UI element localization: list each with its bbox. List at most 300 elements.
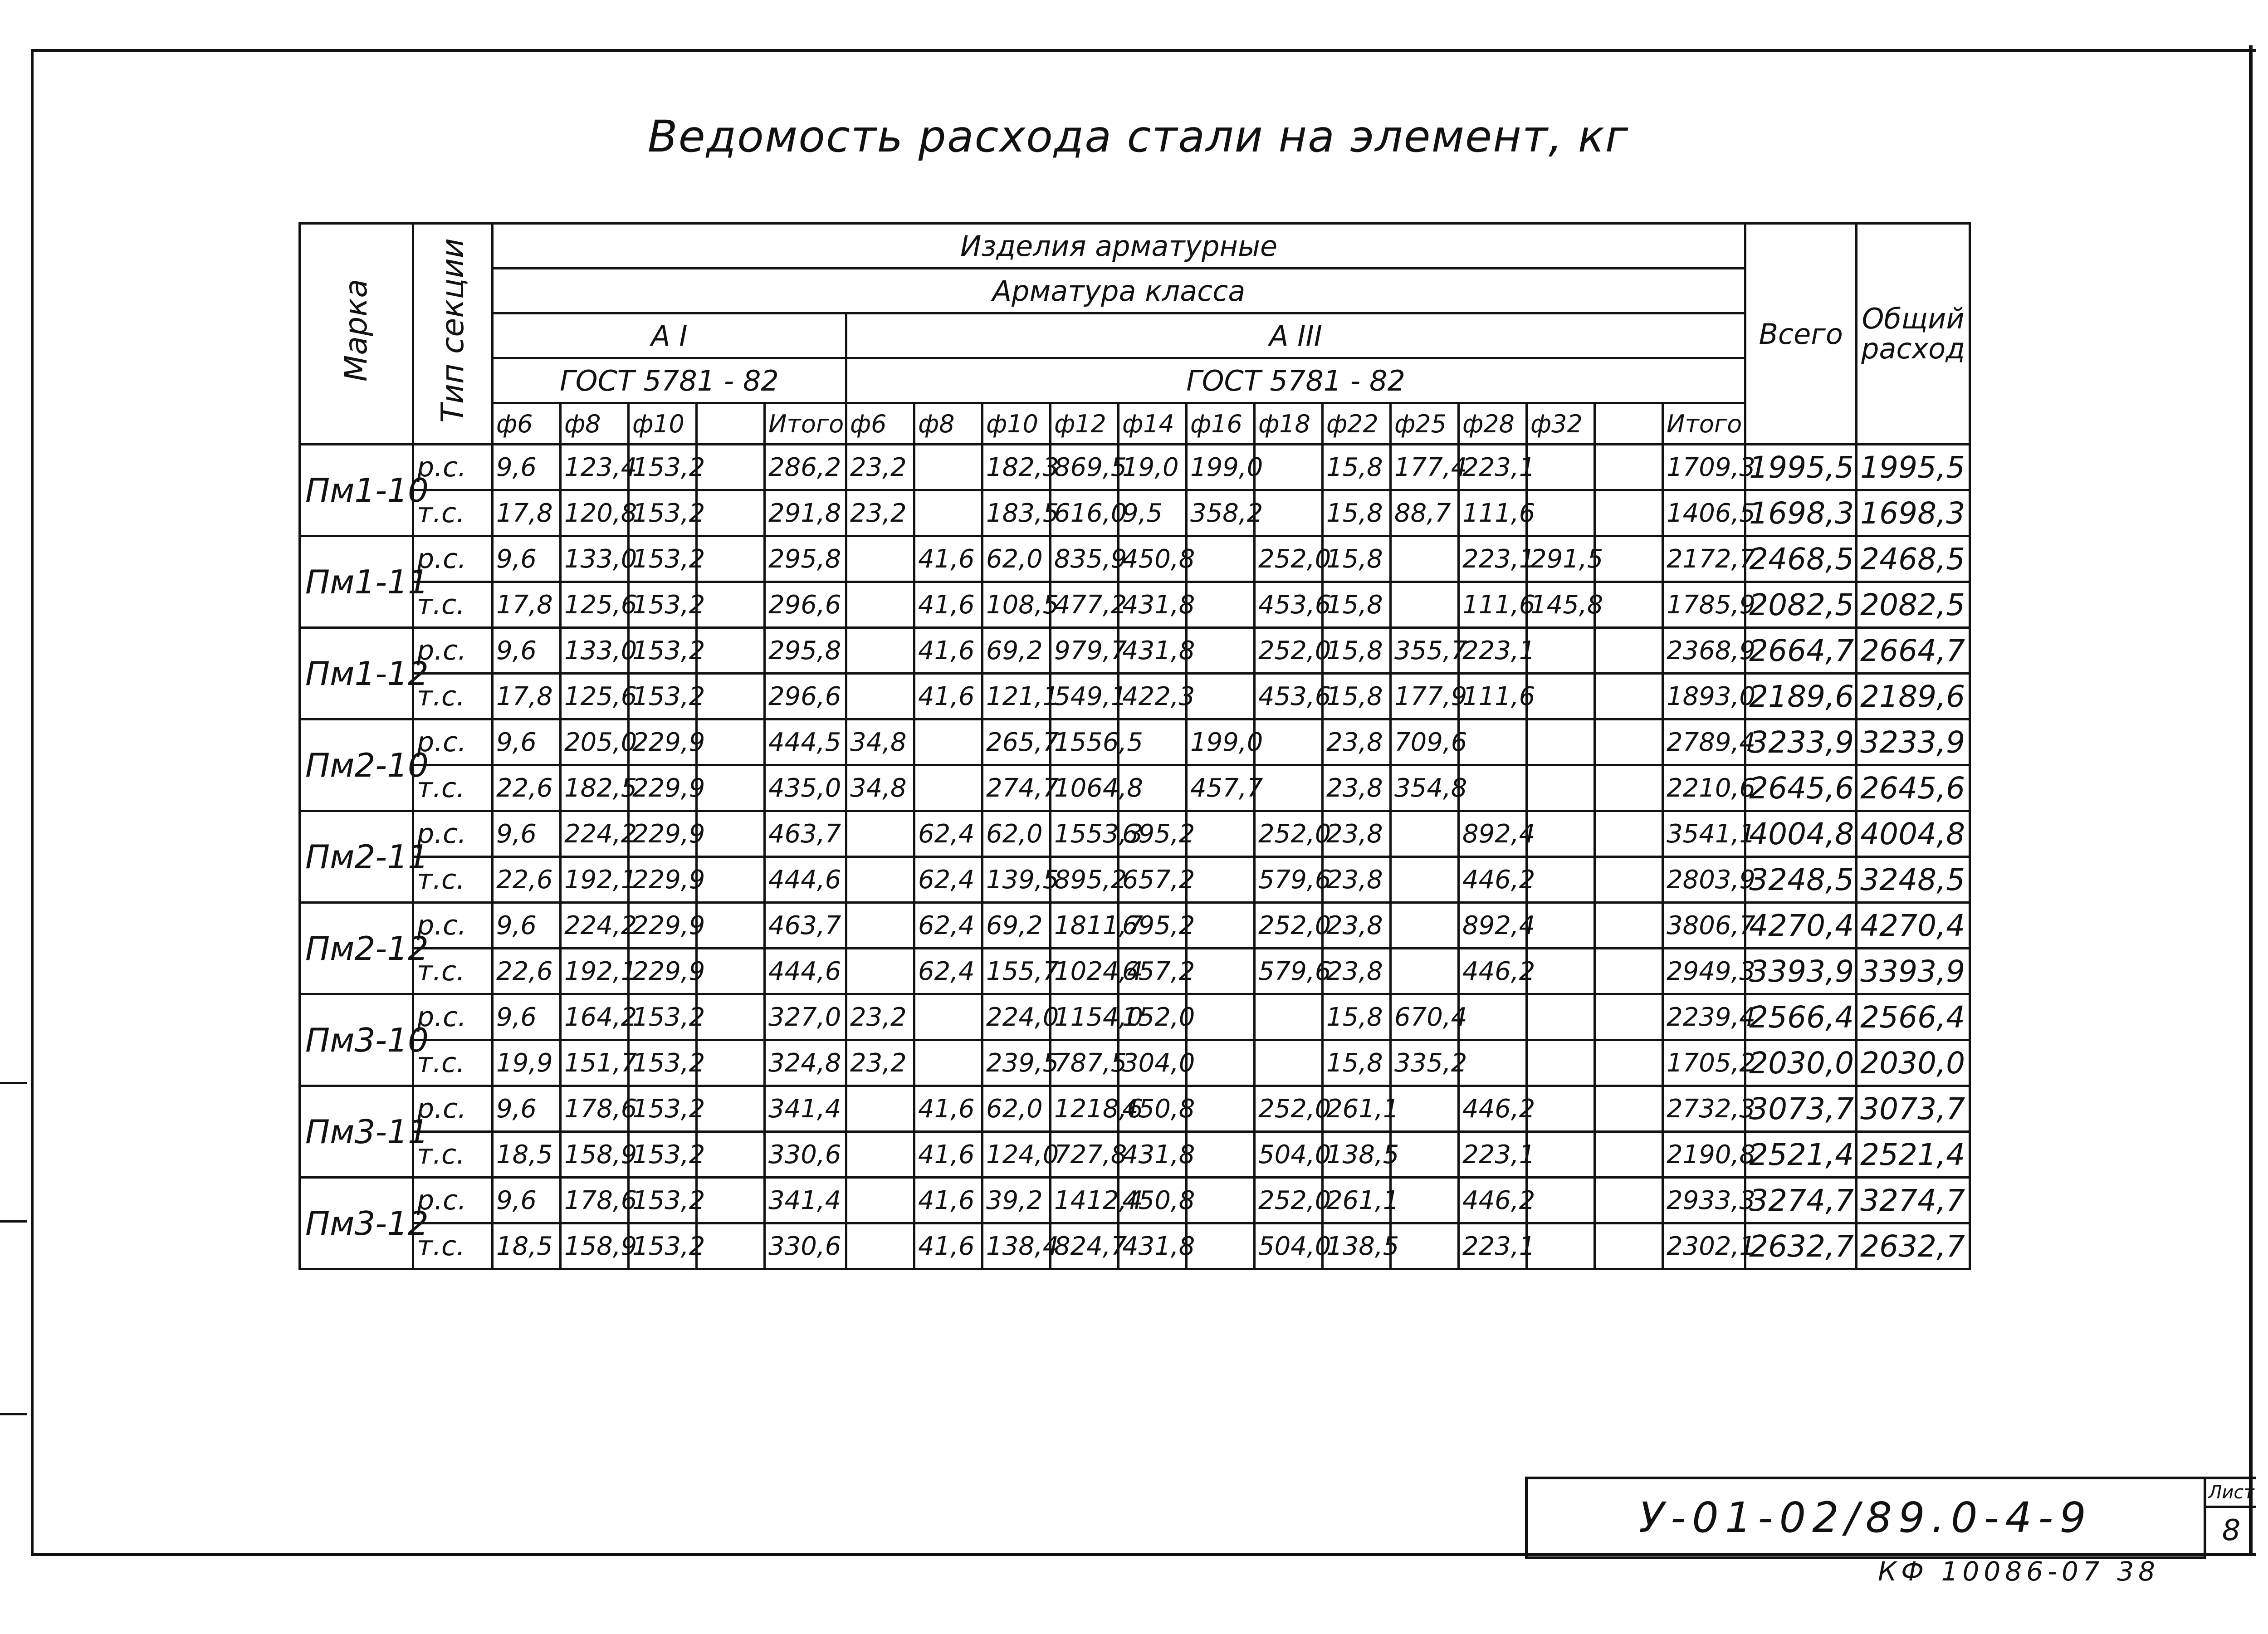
a3-value-cell: 422,3 (1119, 674, 1187, 719)
a3-value-cell: 15,8 (1323, 674, 1391, 719)
total-cell: 4270,4 (1745, 903, 1857, 949)
header-subtotal: Итого (1663, 403, 1745, 445)
a1-value-cell: 22,6 (493, 765, 561, 811)
total-cell: 3073,7 (1745, 1086, 1857, 1132)
a1-value-cell: 435,0 (765, 765, 846, 811)
a3-value-cell (1527, 628, 1595, 674)
a3-value-cell (1187, 1223, 1255, 1269)
header-class-a1: A I (493, 313, 846, 358)
a3-value-cell: 15,8 (1323, 445, 1391, 490)
a3-value-cell: 304,0 (1119, 1040, 1187, 1086)
total-cell: 3274,7 (1745, 1178, 1857, 1223)
a3-value-cell (1391, 1178, 1459, 1223)
a1-value-cell: 295,8 (765, 628, 846, 674)
a3-value-cell: 2190,8 (1663, 1132, 1745, 1178)
a3-value-cell: 1893,0 (1663, 674, 1745, 719)
a1-value-cell: 327,0 (765, 994, 846, 1040)
table-row (300, 719, 1970, 765)
a3-value-cell: 446,2 (1459, 1086, 1527, 1132)
a1-value-cell: 153,2 (629, 445, 697, 490)
section-type-cell: т.с. (413, 857, 493, 903)
a1-value-cell: 192,1 (561, 857, 629, 903)
a3-value-cell: 252,0 (1255, 536, 1323, 582)
a1-value-cell: 19,9 (493, 1040, 561, 1086)
a1-value-cell (697, 582, 765, 628)
a3-value-cell (1527, 949, 1595, 994)
a3-value-cell: 124,0 (982, 1132, 1051, 1178)
a3-value-cell (846, 857, 914, 903)
a3-value-cell: 2789,4 (1663, 719, 1745, 765)
a3-value-cell: 457,7 (1187, 765, 1255, 811)
a3-value-cell (1595, 765, 1663, 811)
a3-value-cell: 152,0 (1119, 994, 1187, 1040)
a1-value-cell (697, 536, 765, 582)
a3-value-cell: 431,8 (1119, 1132, 1187, 1178)
section-type-cell: р.с. (413, 536, 493, 582)
a3-value-cell: 62,0 (982, 811, 1051, 857)
overall-cell: 3274,7 (1857, 1178, 1970, 1223)
a3-value-cell: 431,8 (1119, 628, 1187, 674)
overall-cell: 4004,8 (1857, 811, 1970, 857)
total-cell: 2664,7 (1745, 628, 1857, 674)
section-type-cell: р.с. (413, 994, 493, 1040)
overall-cell: 2664,7 (1857, 628, 1970, 674)
a1-value-cell: 192,1 (561, 949, 629, 994)
a3-value-cell: 15,8 (1323, 536, 1391, 582)
a3-value-cell (1391, 582, 1459, 628)
a3-value-cell (1187, 582, 1255, 628)
a3-value-cell: 695,2 (1119, 811, 1187, 857)
table-row (300, 674, 1970, 719)
a3-value-cell (1255, 1040, 1323, 1086)
a3-value-cell (846, 674, 914, 719)
brand-cell: Пм3-11 (300, 1086, 413, 1178)
a3-value-cell: 1553,3 (1051, 811, 1119, 857)
a1-value-cell: 324,8 (765, 1040, 846, 1086)
a3-value-cell: 177,4 (1391, 445, 1459, 490)
a3-value-cell: 252,0 (1255, 628, 1323, 674)
a3-value-cell (1527, 1132, 1595, 1178)
a3-value-cell: 709,6 (1391, 719, 1459, 765)
a3-value-cell: 108,5 (982, 582, 1051, 628)
a3-value-cell (1255, 445, 1323, 490)
table-row (300, 994, 1970, 1040)
a1-value-cell (697, 1178, 765, 1223)
a3-value-cell (1595, 490, 1663, 536)
table-row (300, 903, 1970, 949)
total-cell: 2030,0 (1745, 1040, 1857, 1086)
a1-value-cell (697, 811, 765, 857)
a1-value-cell: 330,6 (765, 1223, 846, 1269)
a3-value-cell: 446,2 (1459, 1178, 1527, 1223)
header-diameter: ф32 (1527, 403, 1595, 445)
a3-value-cell (1527, 811, 1595, 857)
a3-value-cell: 23,2 (846, 1040, 914, 1086)
a3-value-cell: 291,5 (1527, 536, 1595, 582)
a3-value-cell (846, 1178, 914, 1223)
a1-value-cell: 153,2 (629, 628, 697, 674)
header-rebar-products: Изделия арматурные (493, 224, 1745, 269)
section-type-cell: р.с. (413, 628, 493, 674)
a3-value-cell: 355,7 (1391, 628, 1459, 674)
a3-value-cell: 111,6 (1459, 490, 1527, 536)
a3-value-cell: 1218,6 (1051, 1086, 1119, 1132)
a1-value-cell (697, 490, 765, 536)
header-diameter: ф12 (1051, 403, 1119, 445)
a1-value-cell: 153,2 (629, 1178, 697, 1223)
a3-value-cell: 579,6 (1255, 949, 1323, 994)
a3-value-cell: 88,7 (1391, 490, 1459, 536)
a3-value-cell: 453,6 (1255, 674, 1323, 719)
a3-value-cell: 477,2 (1051, 582, 1119, 628)
table-row (300, 1040, 1970, 1086)
frame-right-border (2249, 45, 2253, 1553)
section-type-cell: т.с. (413, 1040, 493, 1086)
a3-value-cell: 41,6 (914, 1132, 982, 1178)
a1-value-cell: 9,6 (493, 994, 561, 1040)
a3-value-cell (1459, 1040, 1527, 1086)
a1-value-cell: 444,6 (765, 949, 846, 994)
a3-value-cell: 62,4 (914, 903, 982, 949)
a1-value-cell: 153,2 (629, 582, 697, 628)
margin-tick (0, 1413, 27, 1415)
a3-value-cell: 223,1 (1459, 445, 1527, 490)
a1-value-cell: 463,7 (765, 811, 846, 857)
a3-value-cell: 69,2 (982, 903, 1051, 949)
a1-value-cell: 153,2 (629, 1086, 697, 1132)
a1-value-cell: 18,5 (493, 1132, 561, 1178)
a3-value-cell: 1406,5 (1663, 490, 1745, 536)
a3-value-cell (846, 903, 914, 949)
a3-value-cell (1595, 1040, 1663, 1086)
a3-value-cell: 19,0 (1119, 445, 1187, 490)
a3-value-cell: 41,6 (914, 1086, 982, 1132)
overall-cell: 3393,9 (1857, 949, 1970, 994)
section-type-cell: р.с. (413, 719, 493, 765)
a3-value-cell: 2239,4 (1663, 994, 1745, 1040)
a3-value-cell (846, 1132, 914, 1178)
header-diameter: ф10 (982, 403, 1051, 445)
a3-value-cell (1459, 765, 1527, 811)
a3-value-cell: 1154,0 (1051, 994, 1119, 1040)
a3-value-cell (1527, 719, 1595, 765)
a3-value-cell: 183,5 (982, 490, 1051, 536)
a1-value-cell (697, 445, 765, 490)
a3-value-cell: 616,0 (1051, 490, 1119, 536)
a1-value-cell (697, 994, 765, 1040)
a3-value-cell (1527, 445, 1595, 490)
a1-value-cell: 18,5 (493, 1223, 561, 1269)
a1-value-cell: 125,6 (561, 582, 629, 628)
a3-value-cell: 9,5 (1119, 490, 1187, 536)
table-row (300, 582, 1970, 628)
a3-value-cell: 274,7 (982, 765, 1051, 811)
a1-value-cell: 229,9 (629, 719, 697, 765)
a3-value-cell (1595, 811, 1663, 857)
a3-value-cell (846, 582, 914, 628)
header-diameter: ф14 (1119, 403, 1187, 445)
a3-value-cell (1527, 765, 1595, 811)
margin-tick (0, 1220, 27, 1223)
a3-value-cell (1595, 719, 1663, 765)
a1-value-cell: 178,6 (561, 1086, 629, 1132)
a1-value-cell: 123,4 (561, 445, 629, 490)
total-cell: 2645,6 (1745, 765, 1857, 811)
total-cell: 2189,6 (1745, 674, 1857, 719)
a3-value-cell: 223,1 (1459, 536, 1527, 582)
a1-value-cell: 17,8 (493, 582, 561, 628)
archive-number: КФ 10086-07 38 (1878, 1556, 2160, 1587)
a3-value-cell (1595, 994, 1663, 1040)
a3-value-cell: 34,8 (846, 719, 914, 765)
a3-value-cell: 450,8 (1119, 536, 1187, 582)
a3-value-cell: 62,4 (914, 811, 982, 857)
a3-value-cell (1187, 628, 1255, 674)
total-cell: 3248,5 (1745, 857, 1857, 903)
a3-value-cell (1527, 1040, 1595, 1086)
a3-value-cell (1187, 536, 1255, 582)
table-row (300, 857, 1970, 903)
a1-value-cell: 17,8 (493, 674, 561, 719)
a1-value-cell: 164,2 (561, 994, 629, 1040)
a1-value-cell (697, 765, 765, 811)
a3-value-cell: 155,7 (982, 949, 1051, 994)
a3-value-cell (1391, 811, 1459, 857)
a1-value-cell: 295,8 (765, 536, 846, 582)
a1-value-cell: 291,8 (765, 490, 846, 536)
a3-value-cell: 1556,5 (1051, 719, 1119, 765)
a3-value-cell (846, 1086, 914, 1132)
a1-value-cell: 9,6 (493, 719, 561, 765)
a3-value-cell: 199,0 (1187, 445, 1255, 490)
a3-value-cell: 177,9 (1391, 674, 1459, 719)
a3-value-cell: 223,1 (1459, 1223, 1527, 1269)
overall-cell: 3073,7 (1857, 1086, 1970, 1132)
a3-value-cell (1391, 903, 1459, 949)
a3-value-cell (1595, 628, 1663, 674)
section-type-cell: т.с. (413, 1132, 493, 1178)
a3-value-cell: 62,4 (914, 857, 982, 903)
a3-value-cell (1187, 903, 1255, 949)
table-row (300, 949, 1970, 994)
a3-value-cell: 450,8 (1119, 1178, 1187, 1223)
a3-value-cell: 15,8 (1323, 994, 1391, 1040)
header-gost-a1: ГОСТ 5781 - 82 (493, 358, 846, 403)
a3-value-cell (1595, 674, 1663, 719)
a3-value-cell: 1024,4 (1051, 949, 1119, 994)
a1-value-cell (697, 1223, 765, 1269)
a3-value-cell (846, 811, 914, 857)
a3-value-cell: 2172,7 (1663, 536, 1745, 582)
a3-value-cell: 2803,9 (1663, 857, 1745, 903)
a3-value-cell: 15,8 (1323, 582, 1391, 628)
header-total: Всего (1745, 224, 1857, 445)
a3-value-cell: 1412,4 (1051, 1178, 1119, 1223)
a3-value-cell: 549,1 (1051, 674, 1119, 719)
header-subtotal: Итого (765, 403, 846, 445)
a3-value-cell: 39,2 (982, 1178, 1051, 1223)
a3-value-cell (1595, 582, 1663, 628)
a3-value-cell: 223,1 (1459, 628, 1527, 674)
table-row (300, 1178, 1970, 1223)
a3-value-cell (1595, 445, 1663, 490)
a1-value-cell: 229,9 (629, 857, 697, 903)
header-diameter: ф8 (561, 403, 629, 445)
section-type-cell: р.с. (413, 1178, 493, 1223)
header-diameter: ф6 (493, 403, 561, 445)
total-cell: 2082,5 (1745, 582, 1857, 628)
a3-value-cell (846, 536, 914, 582)
section-type-cell: т.с. (413, 765, 493, 811)
sheet-number: 8 (2222, 1514, 2241, 1547)
a3-value-cell: 787,5 (1051, 1040, 1119, 1086)
a3-value-cell: 23,8 (1323, 811, 1391, 857)
section-type-cell: р.с. (413, 903, 493, 949)
a1-value-cell: 22,6 (493, 857, 561, 903)
a3-value-cell (1527, 994, 1595, 1040)
a3-value-cell: 23,2 (846, 994, 914, 1040)
header-diameter (1595, 403, 1663, 445)
a3-value-cell: 23,2 (846, 490, 914, 536)
a3-value-cell: 223,1 (1459, 1132, 1527, 1178)
a3-value-cell (1595, 536, 1663, 582)
a3-value-cell: 354,8 (1391, 765, 1459, 811)
a3-value-cell (1595, 949, 1663, 994)
table-row (300, 1223, 1970, 1269)
a3-value-cell (1255, 490, 1323, 536)
a3-value-cell: 358,2 (1187, 490, 1255, 536)
a3-value-cell (914, 445, 982, 490)
overall-cell: 2189,6 (1857, 674, 1970, 719)
a3-value-cell: 121,1 (982, 674, 1051, 719)
a3-value-cell: 895,2 (1051, 857, 1119, 903)
a3-value-cell (1391, 1132, 1459, 1178)
a1-value-cell: 9,6 (493, 628, 561, 674)
a3-value-cell: 41,6 (914, 628, 982, 674)
a3-value-cell: 657,2 (1119, 949, 1187, 994)
table-row (300, 765, 1970, 811)
total-cell: 2468,5 (1745, 536, 1857, 582)
a3-value-cell (1595, 1223, 1663, 1269)
a3-value-cell: 252,0 (1255, 1086, 1323, 1132)
header-diameter (697, 403, 765, 445)
a3-value-cell: 1709,3 (1663, 445, 1745, 490)
a1-value-cell: 224,2 (561, 903, 629, 949)
a1-value-cell (697, 857, 765, 903)
a1-value-cell (697, 674, 765, 719)
a1-value-cell: 229,9 (629, 903, 697, 949)
header-diameter: ф6 (846, 403, 914, 445)
a3-value-cell: 239,5 (982, 1040, 1051, 1086)
a3-value-cell (1391, 949, 1459, 994)
a3-value-cell: 138,5 (1323, 1132, 1391, 1178)
a1-value-cell: 205,0 (561, 719, 629, 765)
a3-value-cell: 41,6 (914, 1178, 982, 1223)
overall-cell: 2082,5 (1857, 582, 1970, 628)
a3-value-cell: 979,7 (1051, 628, 1119, 674)
a3-value-cell (1527, 1178, 1595, 1223)
a1-value-cell: 9,6 (493, 1086, 561, 1132)
a1-value-cell: 9,6 (493, 445, 561, 490)
a3-value-cell: 138,4 (982, 1223, 1051, 1269)
total-cell: 1995,5 (1745, 445, 1857, 490)
header-overall-consumption: Общий расход (1857, 224, 1970, 445)
a1-value-cell: 444,6 (765, 857, 846, 903)
a1-value-cell: 133,0 (561, 628, 629, 674)
a3-value-cell: 2302,1 (1663, 1223, 1745, 1269)
a3-value-cell: 265,7 (982, 719, 1051, 765)
a1-value-cell: 9,6 (493, 811, 561, 857)
a3-value-cell: 892,4 (1459, 903, 1527, 949)
header-diameter: ф8 (914, 403, 982, 445)
header-diameter: ф28 (1459, 403, 1527, 445)
a3-value-cell (1391, 536, 1459, 582)
a3-value-cell: 62,0 (982, 536, 1051, 582)
a1-value-cell: 341,4 (765, 1086, 846, 1132)
overall-cell: 2645,6 (1857, 765, 1970, 811)
section-type-cell: т.с. (413, 582, 493, 628)
a3-value-cell (1527, 490, 1595, 536)
table-body (300, 445, 1970, 1269)
a3-value-cell (1595, 1178, 1663, 1223)
a3-value-cell: 504,0 (1255, 1223, 1323, 1269)
steel-consumption-table (298, 222, 1971, 1270)
a1-value-cell: 125,6 (561, 674, 629, 719)
a3-value-cell: 145,8 (1527, 582, 1595, 628)
a3-value-cell: 41,6 (914, 1223, 982, 1269)
overall-cell: 2468,5 (1857, 536, 1970, 582)
a1-value-cell: 120,8 (561, 490, 629, 536)
a1-value-cell: 229,9 (629, 765, 697, 811)
a3-value-cell: 1811,7 (1051, 903, 1119, 949)
a3-value-cell: 2368,9 (1663, 628, 1745, 674)
a3-value-cell (1527, 903, 1595, 949)
a1-value-cell (697, 628, 765, 674)
a1-value-cell (697, 719, 765, 765)
a1-value-cell: 151,7 (561, 1040, 629, 1086)
a1-value-cell: 341,4 (765, 1178, 846, 1223)
a1-value-cell: 22,6 (493, 949, 561, 994)
a3-value-cell (846, 628, 914, 674)
a1-value-cell: 158,9 (561, 1223, 629, 1269)
brand-cell: Пм1-12 (300, 628, 413, 719)
overall-cell: 1698,3 (1857, 490, 1970, 536)
a3-value-cell (1595, 857, 1663, 903)
a3-value-cell (1391, 1223, 1459, 1269)
total-cell: 1698,3 (1745, 490, 1857, 536)
a1-value-cell: 153,2 (629, 1132, 697, 1178)
brand-cell: Пм3-12 (300, 1178, 413, 1269)
table-row (300, 1086, 1970, 1132)
a3-value-cell (914, 1040, 982, 1086)
section-type-cell: т.с. (413, 949, 493, 994)
overall-cell: 4270,4 (1857, 903, 1970, 949)
a3-value-cell: 224,0 (982, 994, 1051, 1040)
a3-value-cell: 15,8 (1323, 1040, 1391, 1086)
overall-cell: 2521,4 (1857, 1132, 1970, 1178)
total-cell: 2566,4 (1745, 994, 1857, 1040)
overall-cell: 2030,0 (1857, 1040, 1970, 1086)
margin-tick (0, 1082, 27, 1084)
a1-value-cell: 229,9 (629, 949, 697, 994)
section-type-cell: р.с. (413, 1086, 493, 1132)
section-type-cell: р.с. (413, 445, 493, 490)
a3-value-cell: 41,6 (914, 582, 982, 628)
a1-value-cell: 182,5 (561, 765, 629, 811)
sheet-label: Лист (2206, 1479, 2256, 1508)
header-gost-a3: ГОСТ 5781 - 82 (846, 358, 1745, 403)
a3-value-cell: 431,8 (1119, 582, 1187, 628)
